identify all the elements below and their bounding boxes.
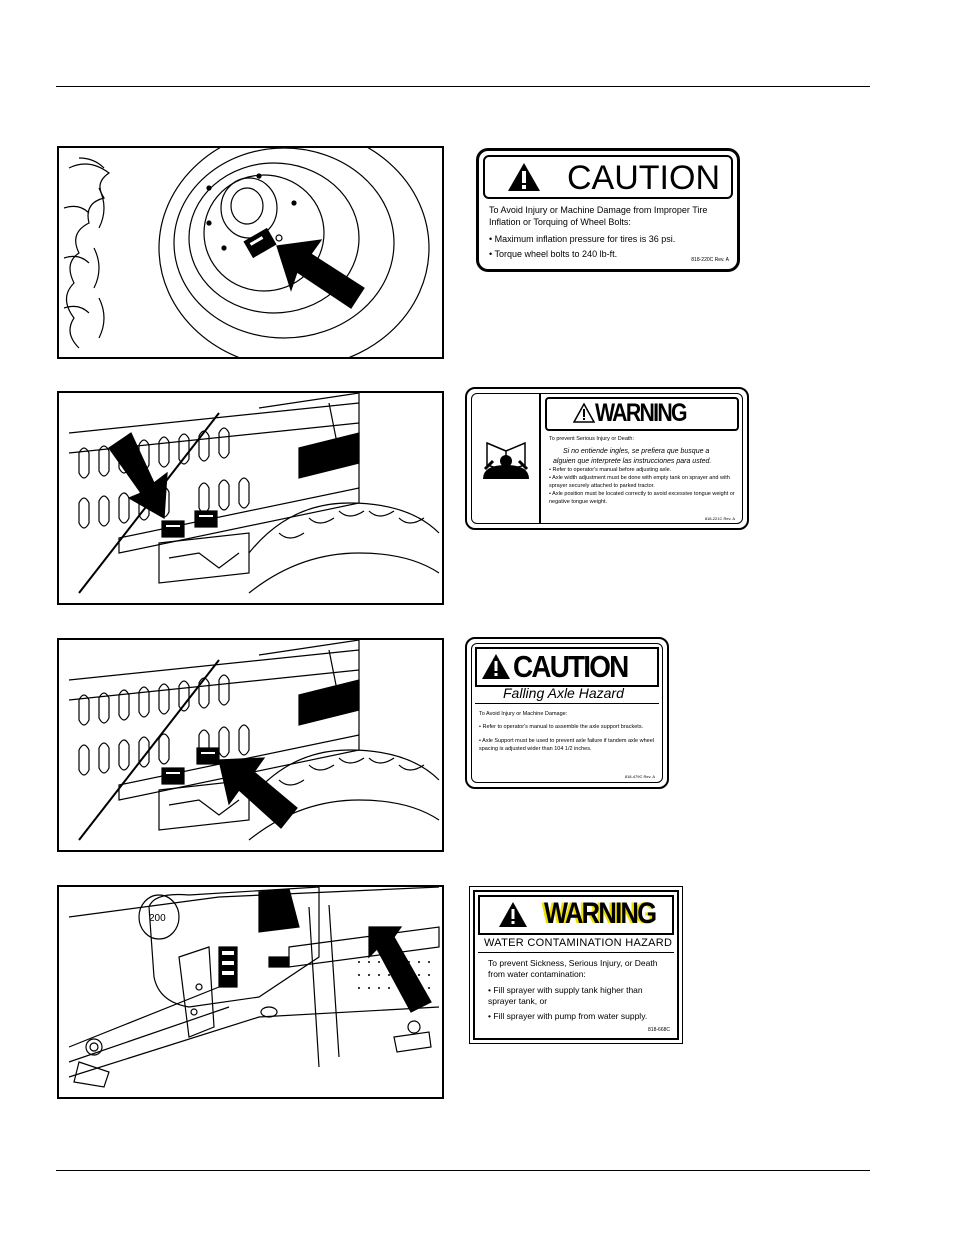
decal-warning-axle-bullet-3: • Axle position must be located correctly to avoid excessive tongue weight or negative tongue weight.	[549, 491, 735, 506]
decal-warning-axle-divider	[539, 393, 541, 524]
decal-caution-falling-axle-subtitle: Falling Axle Hazard	[503, 685, 624, 701]
decal-caution-tire-body	[489, 205, 707, 261]
decal-warning-water-title: WARNING	[544, 897, 656, 930]
decal-caution-tire-intro-2: Inflation or Torquing of Wheel Bolts:	[489, 216, 631, 227]
safety-alert-triangle-icon	[573, 403, 595, 423]
decal-warning-axle-bullet-2: • Axle width adjustment must be done with empty tank on sprayer and with sprayer securely attached to parked tractor.	[549, 475, 730, 490]
safety-alert-triangle-icon	[507, 162, 541, 192]
decal-warning-axle-title: WARNING	[595, 399, 686, 427]
decal-caution-tire-bullet-2: • Torque wheel bolts to 240 lb-ft.	[489, 249, 618, 260]
decal-caution-falling-axle-part-no: 818-479C Rev. A	[624, 774, 655, 779]
decal-warning-water-contamination	[469, 886, 683, 1044]
decal-warning-water-intro-1: To prevent Sickness, Serious Injury, or Death	[488, 958, 658, 968]
decal-caution-tire-part-no: 818-220C Rev. A	[691, 257, 729, 263]
decal-warning-axle-header	[545, 397, 739, 431]
decal-warning-water-header	[478, 895, 674, 935]
decal-caution-falling-axle-subtitle-rule	[475, 703, 659, 704]
decal-caution-falling-axle	[465, 637, 669, 789]
decal-caution-falling-axle-body	[479, 710, 659, 753]
decal-caution-tire	[476, 148, 740, 272]
decal-warning-water-hazard-rule	[478, 952, 674, 953]
safety-alert-triangle-icon	[498, 901, 528, 928]
photo-wheel-decal-location	[57, 146, 444, 359]
decal-warning-axle-intro: To prevent Serious Injury or Death:	[549, 436, 634, 442]
header-rule	[56, 86, 870, 87]
safety-alert-triangle-icon	[481, 653, 511, 680]
photo-water-contamination-decal-location	[57, 885, 444, 1099]
decal-caution-falling-axle-bullet-1: • Refer to operator's manual to assemble the axle support brackets.	[479, 724, 644, 731]
decal-warning-axle-bullet-1: • Refer to operator's manual before adjusting axle.	[549, 467, 672, 474]
decal-warning-water-hazard: WATER CONTAMINATION HAZARD	[484, 937, 673, 949]
decal-warning-water-bullet-2: • Fill sprayer with pump from water supply.	[488, 1011, 648, 1022]
decal-caution-falling-axle-bullet-2: • Axle Support must be used to prevent axle failure if tandem axle wheel spacing is adjusted wider than 104 1/2 inches.	[479, 737, 654, 752]
decal-caution-tire-header	[483, 155, 733, 199]
footer-rule	[56, 1170, 870, 1171]
manual-reading-figure-icon	[479, 439, 533, 479]
decal-caution-tire-intro-1: To Avoid Injury or Machine Damage from Improper Tire	[489, 205, 708, 215]
decal-caution-falling-axle-header	[475, 647, 659, 687]
decal-warning-water-part-no: 818-668C	[648, 1027, 670, 1033]
photo-axle-warning-decal-location	[57, 391, 444, 605]
decal-caution-falling-axle-title: CAUTION	[513, 649, 628, 684]
photo-axle-caution-decal-location	[57, 638, 444, 852]
decal-caution-tire-title: CAUTION	[567, 159, 720, 197]
photo-4-tank-label: 200	[149, 913, 166, 924]
decal-warning-axle-body	[549, 436, 737, 507]
decal-caution-tire-bullet-1: • Maximum inflation pressure for tires is 36 psi.	[489, 234, 676, 245]
decal-warning-axle-part-no: 818-221C Rev. A	[704, 516, 735, 521]
decal-warning-axle	[465, 387, 749, 530]
decal-warning-axle-spanish-1: Si no entiende ingles, se prefiera que busque a	[563, 447, 710, 455]
decal-warning-water-intro-2: from water contamination:	[488, 969, 586, 980]
decal-warning-water-bullet-1: • Fill sprayer with supply tank higher than sprayer tank, or	[488, 985, 643, 1007]
decal-warning-water-body	[488, 958, 658, 1022]
decal-caution-falling-axle-intro: To Avoid Injury or Machine Damage:	[479, 711, 568, 717]
decal-warning-axle-spanish-2: alguien que interprete las instrucciones para usted.	[553, 458, 712, 466]
